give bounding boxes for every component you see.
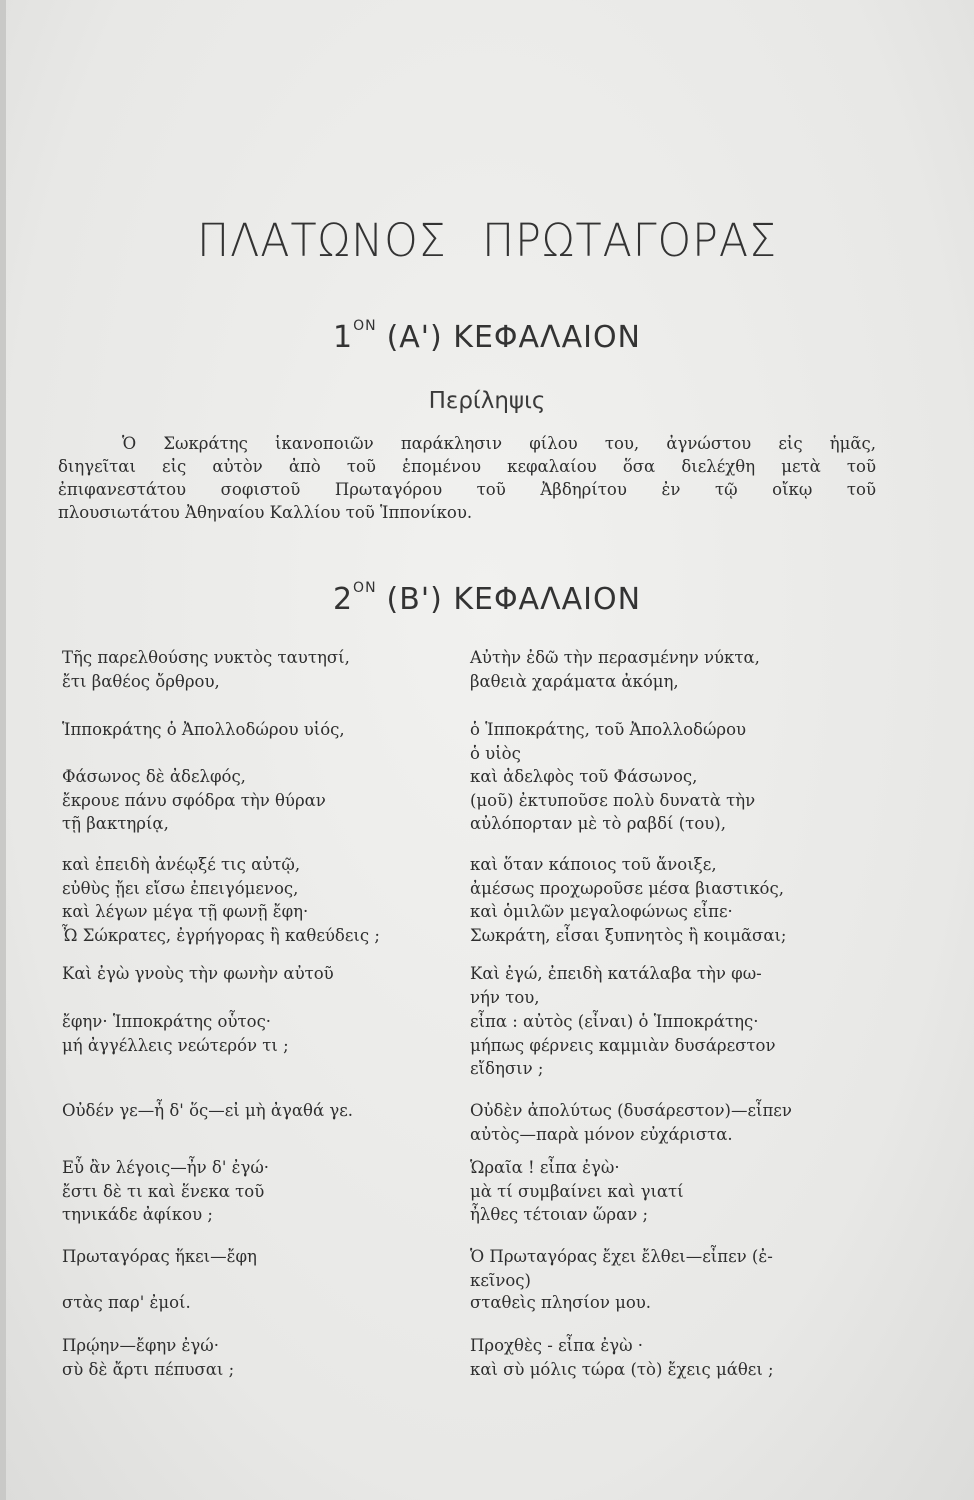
- greek-line: καὶ λέγων μέγα τῇ φωνῇ ἔφη·: [62, 902, 309, 921]
- ancient-greek-passage: [62, 1334, 462, 1381]
- greek-line: Οὐδέν γε—ἦ δ' ὅς—εἰ μὴ ἀγαθά γε.: [62, 1101, 353, 1120]
- modern-greek-translation: [470, 1334, 890, 1381]
- modern-line: ὁ Ἱπποκράτης, τοῦ Ἀπολλοδώρου: [470, 720, 747, 739]
- greek-line: Καὶ ἐγὼ γνοὺς τὴν φωνὴν αὐτοῦ: [62, 964, 334, 983]
- modern-greek-translation: [470, 765, 890, 836]
- page-title: ΠΛΑΤΩΝΟΣ ΠΡΩΤΑΓΟΡΑΣ: [196, 214, 778, 267]
- summary-heading: Περίληψις: [428, 388, 546, 414]
- ancient-greek-passage: [62, 1099, 462, 1123]
- modern-line: καὶ ὅταν κάποιος τοῦ ἄνοιξε,: [470, 855, 717, 874]
- modern-greek-translation: [470, 1245, 890, 1292]
- greek-line: Φάσωνος δὲ ἀδελφός,: [62, 767, 246, 786]
- modern-line: εἶπα : αὐτὸς (εἶναι) ὁ Ἱπποκράτης·: [470, 1012, 759, 1031]
- modern-line: Καὶ ἐγώ, ἐπειδὴ κατάλαβα τὴν φω-: [470, 964, 762, 983]
- modern-line: Προχθὲς - εἶπα ἐγὼ ·: [470, 1336, 644, 1355]
- ancient-greek-passage: [62, 1010, 462, 1057]
- ancient-greek-passage: [62, 1245, 462, 1269]
- modern-greek-translation: [470, 646, 890, 693]
- greek-line: σὺ δὲ ἄρτι πέπυσαι ;: [62, 1359, 235, 1379]
- modern-line: (μοῦ) ἐκτυποῦσε πολὺ δυνατὰ τὴν: [470, 790, 756, 810]
- modern-greek-translation: [470, 1291, 890, 1315]
- modern-greek-translation: [470, 962, 890, 1009]
- summary-line: πλουσιωτάτου Ἀθηναίου Καλλίου τοῦ Ἱππονίκου.: [58, 503, 473, 522]
- ancient-greek-passage: [62, 853, 462, 947]
- modern-line: Ὡραῖα ! εἶπα ἐγὼ·: [470, 1158, 620, 1177]
- greek-line: Τῆς παρελθούσης νυκτὸς ταυτησί,: [62, 648, 350, 667]
- modern-greek-translation: [470, 1099, 890, 1146]
- greek-line: τηνικάδε ἀφίκου ;: [62, 1205, 213, 1224]
- chapter-1-number: 1: [332, 320, 354, 355]
- modern-greek-translation: [470, 853, 890, 947]
- summary-paragraph: [58, 432, 876, 524]
- ancient-greek-passage: [62, 765, 462, 836]
- modern-line: αὐλόπορταν μὲ τὸ ραβδί (του),: [470, 814, 726, 833]
- greek-line: Ἱπποκράτης ὁ Ἀπολλοδώρου υἱός,: [62, 720, 345, 739]
- greek-line: Πρωταγόρας ἥκει—ἔφη: [62, 1247, 257, 1266]
- summary-line: ἐπιφανεστάτου σοφιστοῦ Πρωταγόρου τοῦ Ἀβδηρίτου ἐν τῷ οἴκῳ τοῦ: [58, 480, 876, 499]
- greek-line: εὐθὺς ᾔει εἴσω ἐπειγόμενος,: [62, 878, 299, 898]
- modern-line: σταθεὶς πλησίον μου.: [470, 1293, 652, 1312]
- greek-line: ἔφην· Ἱπποκράτης οὗτος·: [62, 1012, 272, 1031]
- modern-line: Ὁ Πρωταγόρας ἔχει ἔλθει—εἶπεν (ἐ-: [470, 1247, 773, 1266]
- ancient-greek-passage: [62, 1291, 462, 1315]
- page-binding-edge: [0, 0, 6, 1500]
- modern-greek-translation: [470, 1156, 890, 1227]
- modern-line: καὶ σὺ μόλις τώρα (τὸ) ἔχεις μάθει ;: [470, 1359, 774, 1379]
- modern-line: αὐτὸς—παρὰ μόνον εὐχάριστα.: [470, 1124, 733, 1144]
- greek-line: ἔστι δὲ τι καὶ ἕνεκα τοῦ: [62, 1181, 265, 1201]
- modern-line: καὶ ὁμιλῶν μεγαλοφώνως εἶπε·: [470, 902, 733, 921]
- greek-line: τῇ βακτηρίᾳ,: [62, 814, 169, 833]
- modern-line: καὶ ἀδελφὸς τοῦ Φάσωνος,: [470, 767, 698, 786]
- summary-line: διηγεῖται εἰς αὐτὸν ἀπὸ τοῦ ἑπομένου κεφαλαίου ὅσα διελέχθη μετὰ τοῦ: [58, 457, 876, 476]
- chapter-2-number: 2: [332, 582, 354, 617]
- ancient-greek-passage: [62, 718, 462, 742]
- ancient-greek-passage: [62, 1156, 462, 1227]
- greek-line: ἔτι βαθέος ὄρθρου,: [62, 671, 220, 691]
- modern-line: νήν του,: [470, 987, 540, 1007]
- greek-line: ἔκρουε πάνυ σφόδρα τὴν θύραν: [62, 790, 326, 810]
- modern-line: εἴδησιν ;: [470, 1059, 544, 1078]
- summary-text: [58, 432, 876, 524]
- modern-line: μὰ τί συμβαίνει καὶ γιατί: [470, 1181, 684, 1201]
- chapter-1-ordinal: ΟΝ: [353, 318, 377, 334]
- chapter-1-label: (Α') ΚΕΦΑΛΑΙΟΝ: [386, 320, 642, 355]
- chapter-2-label: (Β') ΚΕΦΑΛΑΙΟΝ: [386, 582, 642, 617]
- greek-line: Ὦ Σώκρατες, ἐγρήγορας ἢ καθεύδεις ;: [62, 925, 380, 945]
- modern-line: ὁ υἱὸς: [470, 743, 521, 763]
- greek-line: στὰς παρ' ἐμοί.: [62, 1293, 191, 1312]
- modern-line: Οὐδὲν ἀπολύτως (δυσάρεστον)—εἶπεν: [470, 1101, 792, 1120]
- modern-line: βαθειὰ χαράματα ἀκόμη,: [470, 671, 679, 691]
- modern-greek-translation: [470, 718, 890, 765]
- chapter-1-heading: [0, 320, 974, 355]
- summary-line: Ὁ Σωκράτης ἱκανοποιῶν παράκλησιν φίλου του, ἀγνώστου εἰς ἡμᾶς,: [122, 434, 876, 453]
- modern-line: ἀμέσως προχωροῦσε μέσα βιαστικός,: [470, 878, 784, 898]
- modern-line: μήπως φέρνεις καμμιὰν δυσάρεστον: [470, 1035, 776, 1055]
- ancient-greek-passage: [62, 962, 462, 986]
- modern-line: ἦλθες τέτοιαν ὥραν ;: [470, 1205, 649, 1224]
- modern-line: Αὐτὴν ἐδῶ τὴν περασμένην νύκτα,: [470, 648, 760, 667]
- greek-line: καὶ ἐπειδὴ ἀνέῳξέ τις αὐτῷ,: [62, 855, 301, 874]
- greek-line: μή ἀγγέλλεις νεώτερόν τι ;: [62, 1035, 289, 1055]
- chapter-2-heading: [0, 582, 974, 617]
- chapter-2-ordinal: ΟΝ: [353, 580, 377, 596]
- greek-line: Εὖ ἂν λέγοις—ἦν δ' ἐγώ·: [62, 1158, 270, 1177]
- modern-greek-translation: [470, 1010, 890, 1081]
- greek-line: Πρῴην—ἔφην ἐγώ·: [62, 1336, 219, 1355]
- ancient-greek-passage: [62, 646, 462, 693]
- modern-line: Σωκράτη, εἶσαι ξυπνητὸς ἢ κοιμᾶσαι;: [470, 925, 787, 945]
- modern-line: κεῖνος): [470, 1270, 531, 1290]
